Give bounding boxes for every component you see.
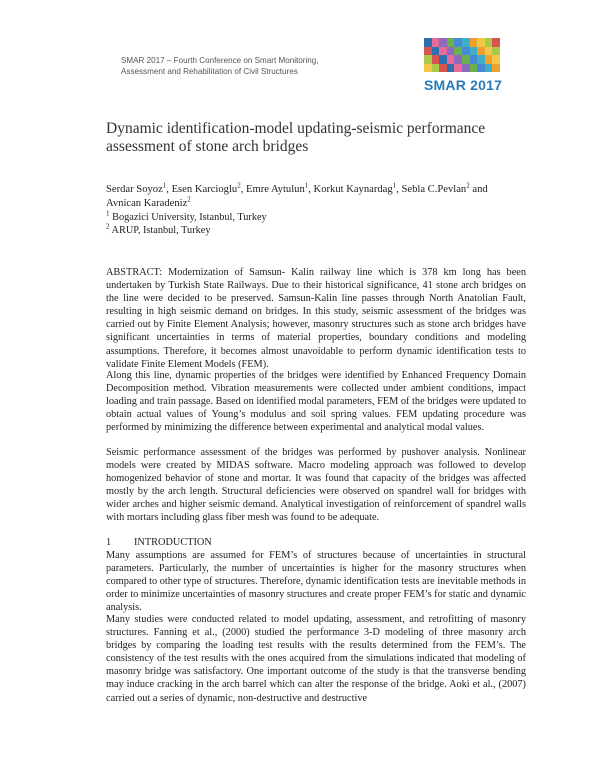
section-number: 1 bbox=[106, 537, 112, 548]
logo-tile bbox=[462, 38, 470, 47]
logo-tile bbox=[447, 38, 455, 47]
logo-tile bbox=[492, 64, 500, 73]
logo-tile bbox=[492, 55, 500, 64]
logo-tile bbox=[462, 64, 470, 73]
author-4: Korkut Kaynardag$^1$ bbox=[313, 181, 397, 195]
abstract-paragraph-2: Along this line, dynamic properties of the bridges were identified by Enhanced Frequency Domain Decomposition method. Vibration measurements were collected under ambient conditions, impact loading and train passage. Based on identified modal parameters, FEM of the bridges were updated to obtain actual values of Young’s modulus and soil spring values. FEM updating procedure was performed by minimizing the difference between experimental and analytical modal values. bbox=[106, 370, 526, 434]
author-2: Esen Karcioglu$^2$ bbox=[171, 181, 241, 195]
logo-tile bbox=[447, 55, 455, 64]
logo-tile bbox=[439, 38, 447, 47]
logo-tile bbox=[477, 55, 485, 64]
logo-tile bbox=[439, 47, 447, 56]
affiliations bbox=[106, 209, 526, 237]
authors-and: and bbox=[472, 184, 488, 195]
section-title: INTRODUCTION bbox=[134, 537, 212, 548]
logo-tile bbox=[424, 55, 432, 64]
logo-tile bbox=[454, 38, 462, 47]
author-6: Avnican Karadeniz$^2$ bbox=[106, 195, 191, 209]
affiliation-1: $^1$ Bogazici University, Istanbul, Turkey bbox=[106, 209, 267, 223]
abstract-paragraph-3: Seismic performance assessment of the bridges was performed by pushover analysis. Nonlinear models were created by MIDAS software. Macro modeling approach was followed to develop homogenized behavior of stone and mortar. It was found that capacity of the bridges was affected mostly by the arch length. Structural deficiencies were observed on spandrel wall for bridges with wider arches and higher seismic demand. Analytical investigation of reinforcement of spandrel walls with mortars including glass fiber mesh was found to be adequate. bbox=[106, 447, 526, 524]
logo-tile bbox=[462, 47, 470, 56]
conference-line-1: SMAR 2017 – Fourth Conference on Smart Monitoring, bbox=[121, 56, 319, 65]
logo-tile bbox=[454, 55, 462, 64]
logo-tile bbox=[447, 47, 455, 56]
logo-tile bbox=[492, 38, 500, 47]
logo-tile bbox=[424, 47, 432, 56]
conference-header bbox=[121, 55, 381, 77]
author-5: Sebla C.Pevlan$^2$ bbox=[401, 181, 470, 195]
intro-paragraph-1: Many assumptions are assumed for FEM’s of structures because of uncertainties in structural parameters. Particularly, the number of uncertainties is higher for the masonry structures when compared to other type of structures. Therefore, dynamic identification tests are inevitable methods in order to minimize uncertainties of masonry structures and create proper FEM’s for static and dynamic analysis. bbox=[106, 550, 526, 614]
logo-tile bbox=[470, 47, 478, 56]
intro-paragraph-2: Many studies were conducted related to model updating, assessment, and retrofitting of masonry structures. Fanning et al., (2000) studied the performance 3-D modeling of three masonry arch bridges by comparing the loading test results with the results determined from the FEM’s. The consistency of the test results with the ones acquired from the simulations indicated that modeling of masonry bridge was satisfactory. One important outcome of the study is that the transverse bending may induce cracking in the arch barrel which can alter the response of the bridge. Aoki et al., (2007) carried out a series of dynamic, non-destructive and destructive bbox=[106, 614, 526, 704]
logo-tile bbox=[470, 38, 478, 47]
author-3: Emre Aytulun$^1$ bbox=[245, 181, 309, 195]
paper-title: Dynamic identification-model updating-seismic performance assessment of stone arch bridges bbox=[106, 120, 486, 155]
logo-text: SMAR 2017 bbox=[424, 77, 503, 93]
smar-logo bbox=[424, 38, 503, 96]
abstract: ABSTRACT: Modernization of Samsun- Kalin railway line which is 378 km long has been undertaken by Turkish State Railways. Due to their historical significance, 41 stone arch bridges on the line were decided to be preserved. Samsun-Kalin line passes through North Anatolian Fault, resulting in high seismic demand on bridges. In this study, seismic assessment of the bridges was carried out by Finite Element Analysis; however, masonry structures such as stone arch bridges have significant uncertainties in terms of material properties, boundary conditions and modeling assumptions. Therefore, it becomes almost unavoidable to perform dynamic identification tests to validate Finite Element Models (FEM). bbox=[106, 267, 526, 370]
author-1: Serdar Soyoz$^1$ bbox=[106, 181, 167, 195]
logo-tile bbox=[432, 64, 440, 73]
logo-tile bbox=[485, 38, 493, 47]
logo-tile bbox=[485, 64, 493, 73]
logo-tile bbox=[424, 38, 432, 47]
logo-tile bbox=[477, 64, 485, 73]
logo-tile bbox=[432, 55, 440, 64]
logo-tile bbox=[492, 47, 500, 56]
logo-tile bbox=[439, 64, 447, 73]
logo-tile bbox=[485, 47, 493, 56]
affiliation-2: $^2$ ARUP, Istanbul, Turkey bbox=[106, 222, 211, 236]
conference-line-2: Assessment and Rehabilitation of Civil Structures bbox=[121, 67, 298, 76]
section-heading-introduction bbox=[106, 536, 212, 549]
logo-tile bbox=[477, 38, 485, 47]
logo-tile bbox=[462, 55, 470, 64]
logo-tile bbox=[477, 47, 485, 56]
logo-tile bbox=[424, 64, 432, 73]
logo-tile bbox=[439, 55, 447, 64]
logo-tile bbox=[470, 55, 478, 64]
logo-tile bbox=[454, 64, 462, 73]
logo-tile bbox=[454, 47, 462, 56]
logo-mosaic-icon bbox=[424, 38, 500, 72]
logo-tile bbox=[432, 38, 440, 47]
author-list: Serdar Soyoz$^1$, Esen Karcioglu$^2$, Emre Aytulun$^1$, Korkut Kaynardag$^1$, Sebla C.Pevlan$^2$ and Avnican Karadeniz$^2$ bbox=[106, 181, 488, 209]
logo-tile bbox=[470, 64, 478, 73]
logo-tile bbox=[447, 64, 455, 73]
logo-tile bbox=[485, 55, 493, 64]
logo-tile bbox=[432, 47, 440, 56]
